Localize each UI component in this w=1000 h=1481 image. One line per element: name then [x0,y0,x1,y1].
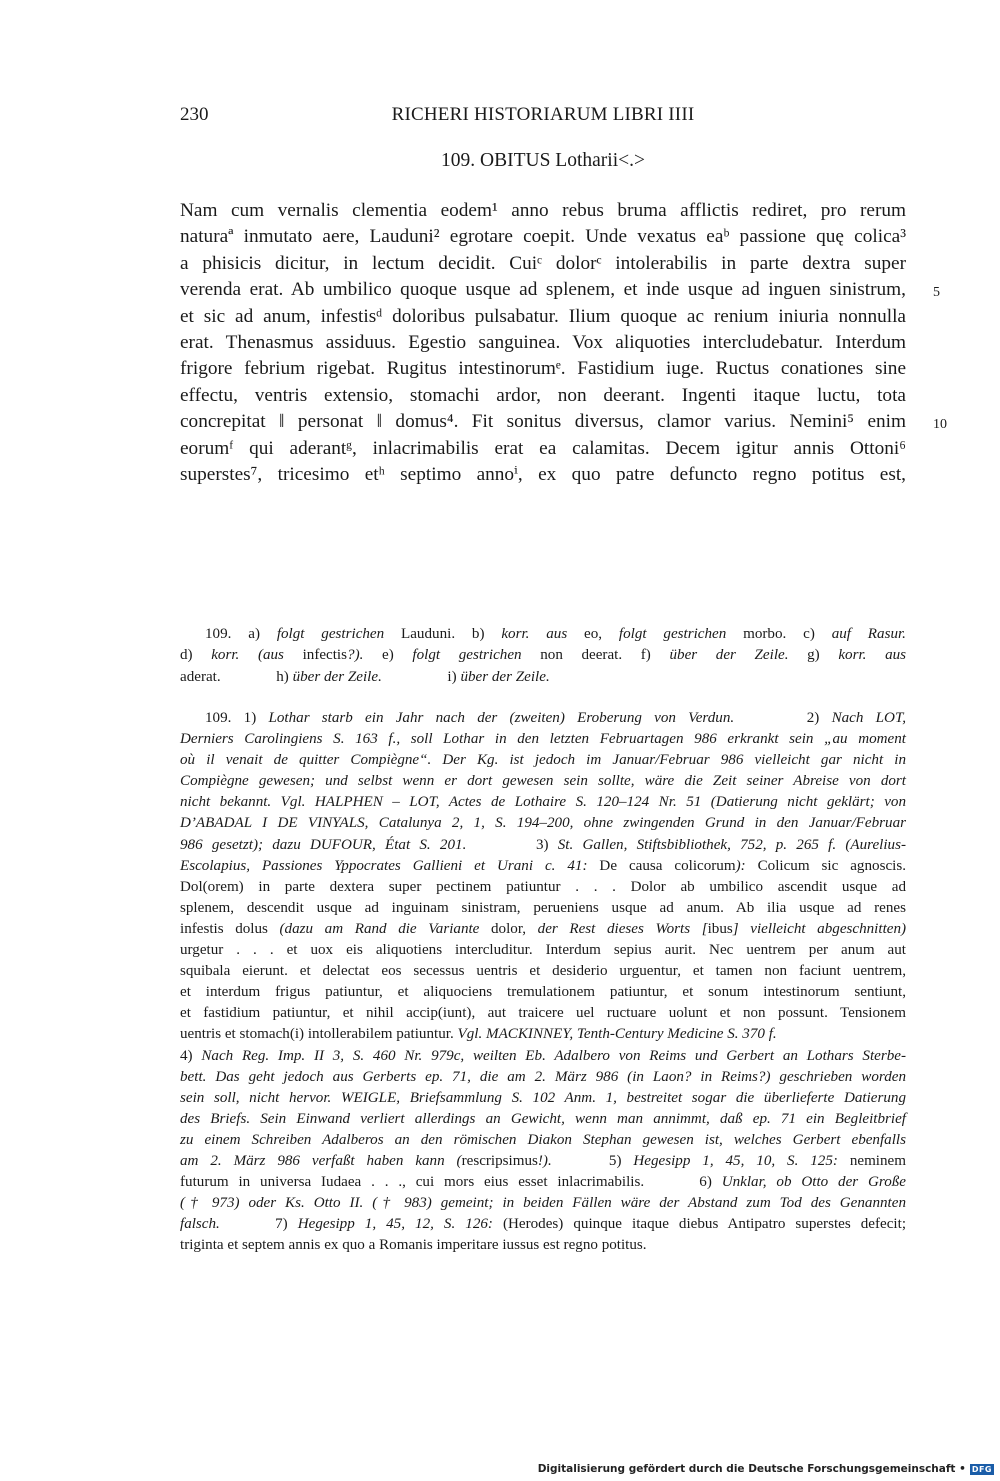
note-line [180,898,906,919]
historical-notes [180,708,906,1256]
note-segment: († 973) oder Ks. Otto II. († 983) gemeint; in beiden Fällen wäre der Abstand zum Tod des Genannten [180,1195,906,1212]
apparatus-entry-g: g) korr. aus [807,647,907,664]
dfg-logo: DFG [971,1464,992,1474]
note-line [180,813,906,834]
note-segment: sein soll, nicht hervor. WEIGLE, Briefsammlung S. 102 Anm. 1, bestreitet sogar die überlieferte Datierung [180,1089,906,1106]
apparatus-label: 109. [205,626,232,642]
note-line [180,1109,906,1130]
apparatus-line [180,667,906,688]
apparatus-entry-b: b) korr. aus eo, folgt gestrichen morbo. [471,626,787,642]
text-line: naturaª inmutato aere, Lauduni² egrotare coepit. Unde vexatus eaᵇ passione quę colica³ [180,226,906,248]
note-segment: bett. Das geht jedoch aus Gerberts ep. 71, die am 2. März 986 (in Laon? in Reims?) geschrieben worden [180,1068,906,1085]
note-line [180,940,906,961]
note-segment: Hegesipp 1, 45, 10, S. 125: [633,1152,838,1169]
note-segment: (dazu am Rand die Variante [279,920,480,937]
note-line [180,1088,906,1109]
note-line [180,982,906,1003]
footer [538,1463,994,1475]
apparatus-entry-e: e) folgt gestrichen non deerat. [382,647,623,664]
note-segment: dolor, [479,920,538,937]
note-segment: am 2. März 986 verfaßt haben kann ( [180,1152,462,1169]
note-segment: 986 gesetzt); dazu DUFOUR, État S. 201. [180,836,467,853]
note-segment: 4) [180,1047,202,1064]
critical-apparatus [180,624,906,688]
note-segment: 5) [551,1152,634,1169]
note-line [180,1172,906,1193]
note-segment: nicht bekannt. Vgl. HALPHEN – LOT, Actes de Lothaire S. 120–124 Nr. 51 (Datierung nicht geklärt; von [180,794,906,811]
note-segment: 1) [243,710,269,726]
note-segment: Nach Reg. Imp. II 3, S. 460 Nr. 979c, weilten Eb. Adalbero von Reims und Gerbert an Lothars Sterbe- [201,1047,906,1064]
note-segment: Derniers Carolingiens S. 163 f., soll Lothar in den letzten Februartagen 986 erkrankt sein „au moment [180,731,906,748]
note-segment: Dol(orem) in parte dextera super pectinem patiuntur . . . Dolor ab umbilico ascendit usque ad [180,878,906,895]
line-number-10: 10 [933,417,947,432]
text-line [180,277,906,303]
note-segment: D’ABADAL I DE VINYALS, Catalunya 2, 1, S. 194–200, ohne zwingenden Grund in den Januar/Februar [180,815,906,832]
note-line [180,856,906,877]
note-segment: ): [735,857,746,874]
note-line [180,1151,906,1172]
running-title: RICHERI HISTORIARUM LIBRI IIII [391,104,695,125]
apparatus-entry-c: c) auf Rasur. [803,626,906,642]
text-line: frigore febrium rigebat. Rugitus intestinorumᵉ. Fastidium iuge. Ructus conationes sine [180,358,906,380]
apparatus-entry-g-cont: aderat. [180,668,221,685]
note-segment: Vgl. MACKINNEY, Tenth-Century Medicine S. 370 f. [457,1026,777,1043]
note-segment: et fastidium patiuntur, et nihil accip(iunt), aut traicere uel ructuare uolunt et non possunt. Tensionem [180,1005,906,1022]
note-line [180,771,906,792]
note-segment: der Rest dieses Worts [ [537,920,708,937]
footer-credit: Digitalisierung gefördert durch die Deutsche Forschungsgemeinschaft • [537,1463,966,1475]
note-segment: ibus [707,920,733,937]
note-segment: splenem, descendit usque ad inguinam sinistram, perueniens usque ad anum. Ab ilia usque ad renes [180,899,906,916]
note-segment: Nach LOT, [831,710,906,726]
note-line [180,792,906,813]
note-segment: 3) [466,836,558,853]
note-line [180,750,906,771]
note-segment: et interdum frigus patiuntur, et aliquociens tremulationem patiuntur, et sonum intestinorum sentiunt, [180,984,906,1001]
note-line [180,708,906,729]
text-line: et sic ad anum, infestisᵈ doloribus pulsabatur. Ilium quoque ac renium iniuria nonnulla [180,305,906,327]
note-line [180,1193,906,1214]
note-line [180,835,906,856]
page-header [180,104,906,130]
page-number: 230 [180,104,209,125]
note-segment: rescripsimus [461,1152,538,1169]
note-segment: Unklar, ob Otto der Große [721,1174,906,1191]
note-segment: urgetur . . . et uox eis aliquotiens intercluditur. Interdum sepius aurit. Nec uentrem per anum aut [180,942,906,959]
note-line [180,729,906,750]
note-line [180,1024,906,1045]
note-line [180,1067,906,1088]
line-number-5: 5 [933,285,940,300]
note-segment: Compiègne gewesen; und selbst wenn er dort gewesen sein sollte, wäre die Zeit seiner Abreise von dort [180,773,906,790]
apparatus-line [180,645,906,666]
text-line: erat. Thenasmus assiduus. Egestio sanguinea. Vox aliquoties intercludebatur. Interdum [180,331,906,353]
note-line [180,1003,906,1024]
note-segment: St. Gallen, Stiftsbibliothek, 752, p. 265 f. (Aurelius- [557,836,906,853]
note-segment: futurum in universa Iudaea . . ., cui mors eius esset inlacrimabilis. 6) [180,1174,722,1191]
text-line: superstes⁷, tricesimo etʰ septimo annoⁱ, ex quo patre defuncto regno potitus est, [180,463,906,485]
note-segment: Lothar starb ein Jahr nach der (zweiten) Eroberung von Verdun. [268,710,735,726]
note-segment: De causa colicorum [587,857,736,874]
apparatus-line [180,624,906,645]
note-segment: uentris et stomach(i) intollerabilem patiuntur. [180,1026,458,1043]
note-segment: (Herodes) quinque itaque diebus Antipatro superstes defecit; [492,1216,907,1233]
note-segment: triginta et septem annis ex quo a Romanis imperitare iussus est regno potitus. [180,1237,647,1254]
apparatus-entry-h: h) über der Zeile. [276,668,382,685]
note-line [180,1214,906,1235]
text-line: concrepitat ‖ personat ‖ domus⁴. Fit sonitus diversus, clamor varius. Nemini⁵ enim [180,411,906,433]
text-line-content: verenda erat. Ab umbilico quoque usque ad splenem, et inde usque ad inguen sinistrum, [180,279,906,301]
apparatus-entry-a: a) folgt gestrichen Lauduni. [248,626,456,642]
note-line [180,1235,906,1256]
note-line [180,1046,906,1067]
note-segment: neminem [837,1152,906,1169]
text-line: effectu, ventris extensio, stomachi ardor, non deerant. Ingenti itaque luctu, tota [180,384,906,406]
text-line: eorumᶠ qui aderantᵍ, inlacrimabilis erat ea calamitas. Decem igitur annis Ottoni⁶ [180,437,906,459]
note-segment: squibala eierunt. et delectat eos secessus uentris et desiderio urguentur, et tamen non faciunt uentrem, [180,963,906,980]
note-line [180,919,906,940]
note-segment: 7) [219,1216,298,1233]
note-segment: Colicum sic agnoscis. [745,857,906,874]
note-segment: où il venait de quitter Compiègne“. Der Kg. ist jedoch im Januar/Februar 986 vielleicht gar nicht in [180,752,906,769]
note-segment: des Briefs. Sein Einwand verliert allerdings an Gewicht, wenn man annimmt, daß ep. 71 ein Begleitbrief [180,1110,906,1127]
note-segment: ] vielleicht abgeschnitten) [732,920,907,937]
chapter-title: 109. OBITUS Lotharii<.> [441,150,645,171]
apparatus-entry-i: i) über der Zeile. [447,668,550,685]
note-segment: Hegesipp 1, 45, 12, S. 126: [297,1216,493,1233]
note-line [180,961,906,982]
main-text [180,198,947,488]
note-segment: Escolapius, Passiones Yppocrates Gallieni et Urani c. 41: [180,857,588,874]
note-line [180,877,906,898]
note-segment: zu einem Schreiben Adalberos an den römischen Diakon Stephan gewesen ist, welches Gerbert ebenfalls [180,1131,906,1148]
note-line [180,1130,906,1151]
note-segment: falsch. [180,1216,220,1233]
text-line: a phisicis dicitur, in lectum decidit. Cuiᶜ dolorᶜ intolerabilis in parte dextra super [180,252,906,274]
text-line: Nam cum vernalis clementia eodem¹ anno rebus bruma afflictis rediret, pro rerum [180,200,906,221]
note-segment: 2) [734,710,832,726]
notes-label: 109. [205,710,244,726]
apparatus-entry-f: f) über der Zeile. [640,647,789,664]
apparatus-entry-d: d) korr. (aus infectis?). [180,647,364,664]
note-segment: infestis dolus [180,920,280,937]
note-segment: !). [537,1152,552,1169]
